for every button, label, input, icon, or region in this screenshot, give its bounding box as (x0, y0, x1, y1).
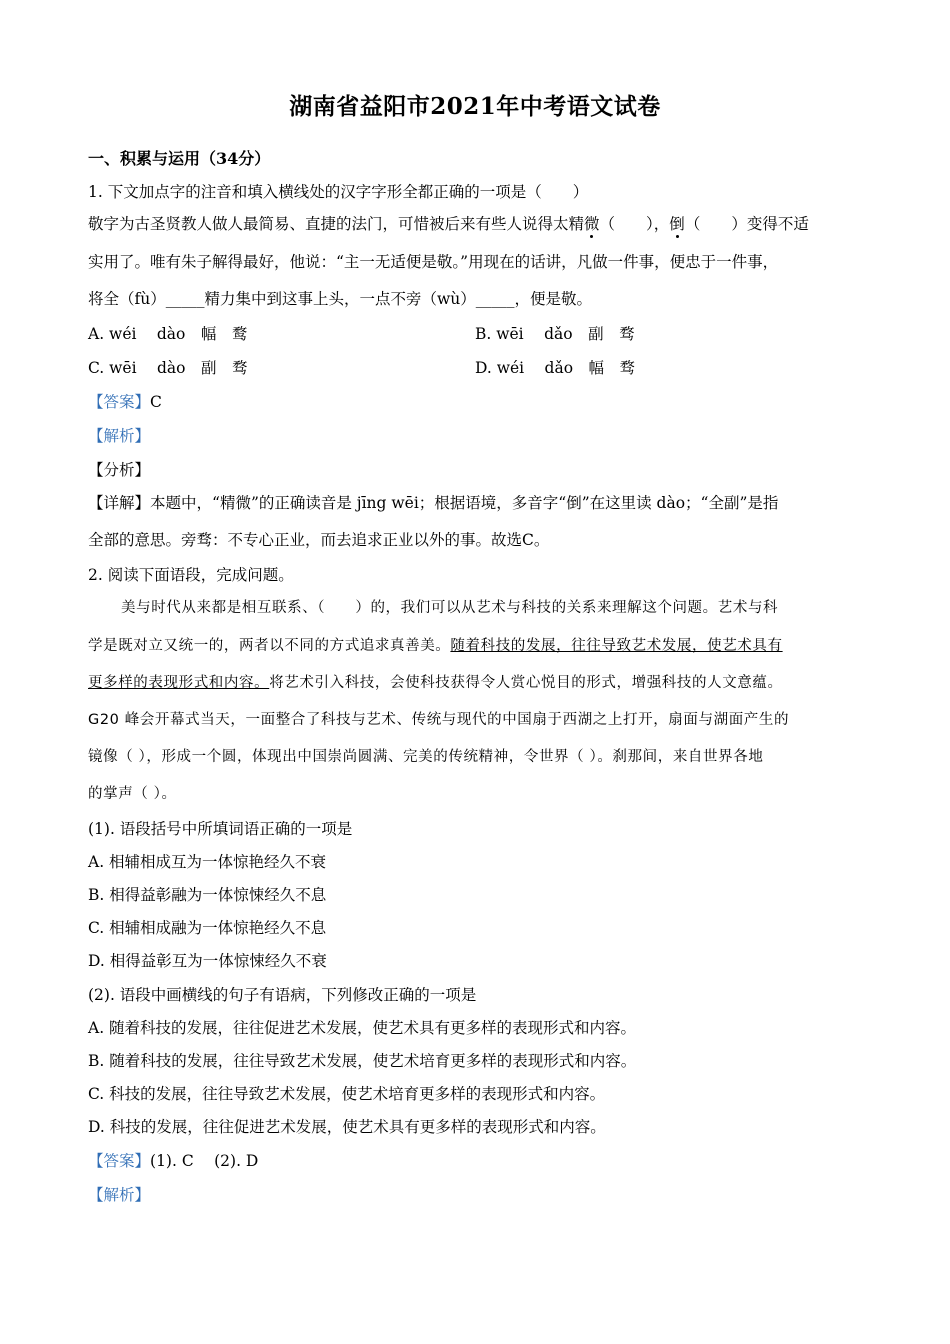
q1-passage-text: 将全（fù） (88, 290, 166, 308)
q1-passage-text: （ ）， (599, 215, 670, 233)
q2-sub2-stem: (2). 语段中画横线的句子有语病，下列修改正确的一项是 (88, 986, 477, 1004)
answer-value: C (150, 393, 162, 411)
q1-passage-line-2: 实用了。唯有朱子解得最好，他说：“主一无适便是敬。”用现在的话讲，凡做一件事，便忠于一件事， (88, 253, 779, 271)
q2-paragraph-line-4: G20 峰会开幕式当天，一面整合了科技与艺术、传统与现代的中国扇于西湖之上打开，扇面与湖面产生的 (88, 712, 790, 728)
page-title: 湖南省益阳市2021年中考语文试卷 (289, 93, 661, 120)
dotted-char: 倒 (669, 215, 685, 233)
blank-1: _____ (165, 290, 205, 308)
q2-sub1-stem: (1). 语段括号中所填词语正确的一项是 (88, 820, 353, 838)
detail-label: 【详解】 (88, 494, 151, 512)
q2-sub1-option-c: C. 相辅相成融为一体惊艳经久不息 (88, 919, 327, 937)
underlined-sentence: 更多样的表现形式和内容。 (88, 675, 270, 691)
q1-option-d: D. wéi dǎo 幅 骛 (475, 359, 636, 377)
q1-passage-text: 敬字为古圣贤教人做人最简易、直捷的法门，可惜被后来有些人说得太精 (88, 215, 585, 233)
q2-paragraph-line-5: 镜像（ ），形成一个圆，体现出中国崇尚圆满、完美的传统精神，令世界（ ）。刹那间，来自世界各地 (88, 749, 764, 765)
q2-paragraph-text: 学是既对立又统一的，两者以不同的方式追求真善美。 (88, 638, 451, 654)
q1-passage-line-3 (88, 287, 592, 309)
q2-paragraph-text: 将艺术引入科技，会使科技获得令人赏心悦目的形式，增强科技的人文意蕴。 (269, 675, 783, 691)
q1-option-b: B. wēi dǎo 副 骛 (475, 325, 635, 343)
q1-detail-line-2: 全部的意思。旁骛：不专心正业，而去追求正业以外的事。故选C。 (88, 531, 550, 549)
q1-passage-line-1 (88, 212, 809, 234)
underlined-sentence: 随着科技的发展，往往导致艺术发展，使艺术具有 (450, 638, 783, 654)
section-heading: 一、积累与运用（34分） (88, 149, 271, 168)
q2-answer (88, 1149, 258, 1171)
q2-sub2-option-d: D. 科技的发展，往往促进艺术发展，使艺术具有更多样的表现形式和内容。 (88, 1118, 606, 1136)
q1-passage-text: （ ）变得不适 (684, 215, 809, 233)
detail-text: 本题中，“精微”的正确读音是 jīng wēi；根据语境，多音字“倒”在这里读 dào；“全副”是指 (150, 494, 779, 512)
q2-sub1-option-b: B. 相得益彰融为一体惊悚经久不息 (88, 886, 327, 904)
q1-stem: 1. 下文加点字的注音和填入横线处的汉字字形全都正确的一项是（ ） (88, 183, 589, 201)
q2-jiexi-label: 【解析】 (88, 1186, 151, 1204)
q2-sub2-option-b: B. 随着科技的发展，往往导致艺术发展，使艺术培育更多样的表现形式和内容。 (88, 1052, 637, 1070)
q2-stem: 2. 阅读下面语段，完成问题。 (88, 566, 294, 584)
q1-detail-line-1 (88, 491, 778, 513)
answer-label: 【答案】 (88, 1152, 151, 1170)
q2-paragraph-line-6: 的掌声（ ）。 (88, 786, 177, 802)
q1-option-a: A. wéi dào 幅 鹜 (88, 325, 248, 343)
q1-options-row-1 (88, 322, 247, 344)
q1-fenxi-label: 【分析】 (88, 461, 151, 479)
blank-2: _____ (475, 290, 515, 308)
q1-answer (88, 390, 162, 412)
q2-sub2-option-a: A. 随着科技的发展，往往促进艺术发展，使艺术具有更多样的表现形式和内容。 (88, 1019, 637, 1037)
answer-label: 【答案】 (88, 393, 151, 411)
q2-paragraph-line-1: 美与时代从来都是相互联系、（ ）的，我们可以从艺术与科技的关系来理解这个问题。艺术与科 (121, 600, 779, 616)
answer-value: (1). C (2). D (150, 1152, 259, 1170)
q2-paragraph-line-2 (88, 634, 783, 655)
dotted-char: 微 (584, 215, 600, 233)
q2-paragraph-line-3 (88, 671, 783, 692)
q1-passage-text: ，便是敬。 (514, 290, 593, 308)
q2-sub1-option-a: A. 相辅相成互为一体惊艳经久不衰 (88, 853, 327, 871)
q2-sub2-option-c: C. 科技的发展，往往导致艺术发展，使艺术培育更多样的表现形式和内容。 (88, 1085, 606, 1103)
q1-passage-text: 精力集中到这事上头，一点不旁（wù） (204, 290, 476, 308)
q2-sub1-option-d: D. 相得益彰互为一体惊悚经久不衰 (88, 952, 327, 970)
q1-jiexi-label: 【解析】 (88, 427, 151, 445)
q1-option-c: C. wēi dào 副 骛 (88, 359, 248, 377)
